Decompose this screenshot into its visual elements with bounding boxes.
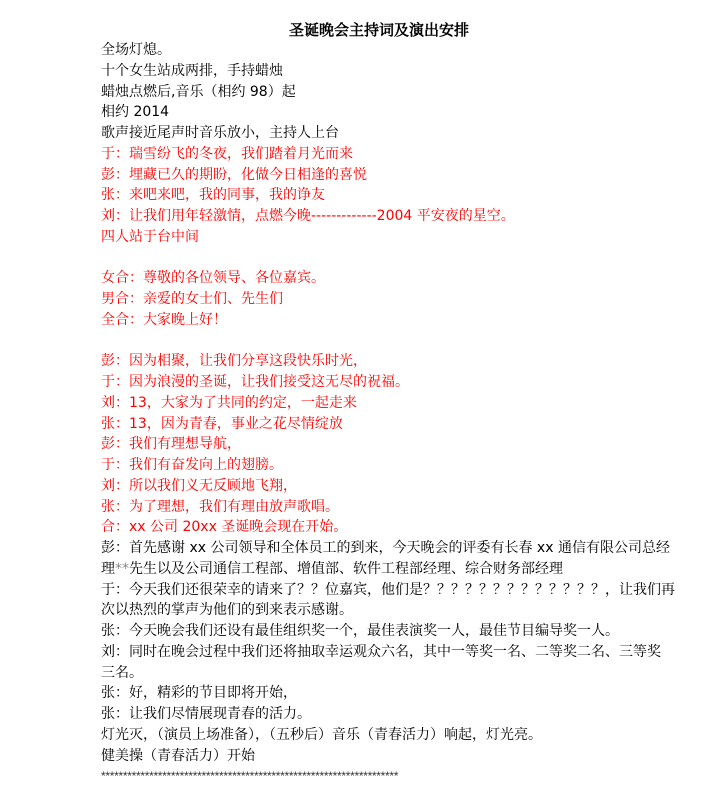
host-line: 张：来吧来吧，我的同事，我的诤友: [101, 187, 325, 204]
document-title: 圣诞晚会主持词及演出安排: [288, 21, 469, 39]
line-rest: 先生以及公司通信工程部、增值部、软件工程部经理、综合财务部经理: [129, 560, 563, 577]
song-title: 相约 2014: [101, 104, 170, 121]
stage-direction-center: 四人站于台中间: [101, 228, 199, 245]
stage-direction-candles: 十个女生站成两排，手持蜡烛: [101, 62, 283, 79]
host-line: 刘：让我们用年轻激情，点燃今晚-------------2004 平安夜的星空。: [101, 208, 515, 224]
host-line: 张：今天晚会我们还设有最佳组织奖一个，最佳表演奖一人，最佳节目编导奖一人。: [101, 623, 619, 639]
document-body: [101, 40, 675, 787]
host-line: 于：因为浪漫的圣诞，让我们接受这无尽的祝福。: [101, 374, 409, 390]
host-line: 彭：埋藏已久的期盼，化做今日相逢的喜悦: [101, 166, 367, 183]
host-line: 张：好，精彩的节目即将开始，: [101, 685, 297, 702]
blank-line: [101, 331, 671, 352]
host-line: 彭：因为相聚，让我们分享这段快乐时光，: [101, 353, 367, 370]
host-line: 刘：13，大家为了共同的约定，一起走来: [101, 394, 357, 411]
host-line-continued: [101, 559, 671, 580]
host-line-continued: 三名。: [101, 664, 143, 681]
host-line: 男合：亲爱的女士们、先生们: [101, 291, 283, 307]
host-line-continued: 次以热烈的掌声为他们的到来表示感谢。: [101, 602, 353, 619]
host-line: 刘：同时在晚会过程中我们还将抽取幸运观众六名，其中一等奖一名、二等奖二名、三等奖: [101, 643, 661, 660]
host-line: 彭：首先感谢 xx 公司领导和全体员工的到来，今天晚会的评委有长春 xx 通信有限公司总经: [101, 540, 670, 556]
host-line: 于：瑞雪纷飞的冬夜，我们踏着月光而来: [101, 145, 353, 162]
host-line: 于：我们有奋发向上的翅膀。: [101, 457, 283, 473]
host-line: 刘：所以我们义无反顾地飞翔，: [101, 477, 297, 494]
line-prefix: 理: [101, 560, 115, 577]
host-line: 于：今天我们还很荣幸的请来了？？位嘉宾，他们是？？？？？？？？？？？？？，让我们再: [101, 581, 675, 598]
host-line: 合：xx 公司 20xx 圣诞晚会现在开始。: [101, 519, 348, 536]
host-line: 全合：大家晚上好！: [101, 311, 227, 328]
stage-direction-lights: 灯光灭，（演员上场准备），（五秒后）音乐（青春活力）响起，灯光亮。: [101, 726, 542, 743]
host-line: 张：13，因为青春，事业之花尽情绽放: [101, 415, 343, 432]
host-line: 彭：我们有理想导航，: [101, 436, 241, 453]
stage-direction-hosts-enter: 歌声接近尾声时音乐放小，主持人上台: [101, 125, 339, 141]
host-line: 张：为了理想，我们有理由放声歌唱。: [101, 498, 339, 515]
host-line: 女合：尊敬的各位领导、各位嘉宾。: [101, 270, 325, 287]
redacted-name: **: [115, 560, 129, 577]
section-divider: ********************************************************************: [101, 769, 399, 784]
stage-direction-lights-off: 全场灯熄。: [101, 42, 171, 58]
stage-direction-music: 蜡烛点燃后,音乐（相约 98）起: [101, 83, 296, 100]
blank-line: [101, 248, 671, 269]
host-line: 张：让我们尽情展现青春的活力。: [101, 706, 311, 722]
program-start: 健美操（青春活力）开始: [101, 747, 255, 764]
